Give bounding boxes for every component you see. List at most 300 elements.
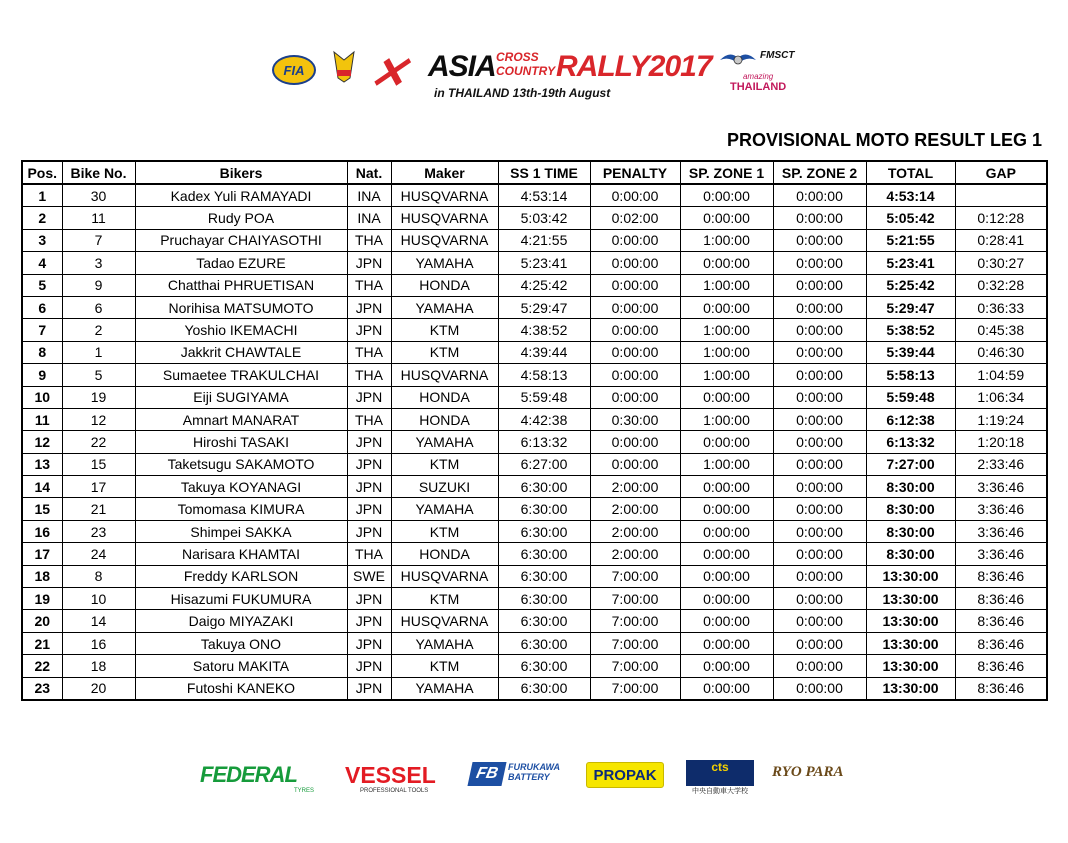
total-time-cell: 5:29:47 <box>866 296 955 318</box>
gap-cell <box>955 184 1047 207</box>
bike-no-cell: 12 <box>62 408 135 430</box>
sp-zone-1-cell: 1:00:00 <box>680 364 773 386</box>
maker-cell: HUSQVARNA <box>391 565 498 587</box>
gap-cell: 3:36:46 <box>955 476 1047 498</box>
pos-cell: 20 <box>22 610 62 632</box>
bike-no-cell: 7 <box>62 229 135 251</box>
ss1-time-cell: 6:30:00 <box>498 655 590 677</box>
sp-zone-2-cell: 0:00:00 <box>773 207 866 229</box>
rally-logo-asia: ASIA <box>428 50 496 83</box>
penalty-cell: 7:00:00 <box>590 677 680 700</box>
maker-cell: YAMAHA <box>391 632 498 654</box>
sp-zone-2-cell: 0:00:00 <box>773 274 866 296</box>
gap-cell: 1:06:34 <box>955 386 1047 408</box>
rider-name-cell: Satoru MAKITA <box>135 655 347 677</box>
gap-cell: 1:04:59 <box>955 364 1047 386</box>
rider-name-cell: Eiji SUGIYAMA <box>135 386 347 408</box>
nationality-cell: JPN <box>347 476 391 498</box>
nationality-cell: JPN <box>347 386 391 408</box>
fmsct-logo-text: FMSCT <box>760 50 795 61</box>
sp-zone-1-cell: 1:00:00 <box>680 408 773 430</box>
sp-zone-1-cell: 0:00:00 <box>680 565 773 587</box>
total-time-cell: 8:30:00 <box>866 498 955 520</box>
sp-zone-2-cell: 0:00:00 <box>773 184 866 207</box>
table-row <box>22 453 1047 475</box>
total-time-cell: 13:30:00 <box>866 632 955 654</box>
maker-cell: HONDA <box>391 274 498 296</box>
ss1-time-cell: 6:30:00 <box>498 632 590 654</box>
sp-zone-2-cell: 0:00:00 <box>773 386 866 408</box>
penalty-cell: 2:00:00 <box>590 476 680 498</box>
pos-cell: 16 <box>22 520 62 542</box>
ss1-time-cell: 4:53:14 <box>498 184 590 207</box>
ss1-time-cell: 4:58:13 <box>498 364 590 386</box>
table-row <box>22 296 1047 318</box>
rider-name-cell: Hisazumi FUKUMURA <box>135 588 347 610</box>
total-time-cell: 6:12:38 <box>866 408 955 430</box>
bike-no-cell: 21 <box>62 498 135 520</box>
col-header-bikers: Bikers <box>135 161 347 184</box>
sp-zone-1-cell: 0:00:00 <box>680 498 773 520</box>
federal-logo-tag: TYRES <box>294 788 315 794</box>
nationality-cell: THA <box>347 229 391 251</box>
total-time-cell: 5:39:44 <box>866 341 955 363</box>
nationality-cell: JPN <box>347 453 391 475</box>
bike-no-cell: 14 <box>62 610 135 632</box>
bike-no-cell: 24 <box>62 543 135 565</box>
table-row <box>22 252 1047 274</box>
ss1-time-cell: 5:29:47 <box>498 296 590 318</box>
rider-name-cell: Hiroshi TASAKI <box>135 431 347 453</box>
cts-logo: cts <box>686 760 754 786</box>
total-time-cell: 13:30:00 <box>866 565 955 587</box>
rally-logo-cross: CROSS COUNTRY <box>496 50 556 78</box>
pos-cell: 2 <box>22 207 62 229</box>
rider-name-cell: Shimpei SAKKA <box>135 520 347 542</box>
ss1-time-cell: 4:42:38 <box>498 408 590 430</box>
maker-cell: YAMAHA <box>391 677 498 700</box>
sp-zone-1-cell: 0:00:00 <box>680 632 773 654</box>
maker-cell: YAMAHA <box>391 431 498 453</box>
pos-cell: 18 <box>22 565 62 587</box>
bike-no-cell: 10 <box>62 588 135 610</box>
pos-cell: 22 <box>22 655 62 677</box>
maker-cell: HONDA <box>391 386 498 408</box>
nationality-cell: JPN <box>347 677 391 700</box>
col-header-bike-no: Bike No. <box>62 161 135 184</box>
amazing-thailand-logo: amazing THAILAND <box>730 72 787 93</box>
nationality-cell: JPN <box>347 319 391 341</box>
rider-name-cell: Futoshi KANEKO <box>135 677 347 700</box>
total-time-cell: 8:30:00 <box>866 476 955 498</box>
propak-logo: PROPAK <box>586 762 664 788</box>
pos-cell: 11 <box>22 408 62 430</box>
ss1-time-cell: 5:59:48 <box>498 386 590 408</box>
penalty-cell: 0:00:00 <box>590 274 680 296</box>
maker-cell: HONDA <box>391 408 498 430</box>
table-row <box>22 520 1047 542</box>
nationality-cell: THA <box>347 543 391 565</box>
nationality-cell: INA <box>347 207 391 229</box>
table-row <box>22 386 1047 408</box>
penalty-cell: 7:00:00 <box>590 655 680 677</box>
penalty-cell: 0:30:00 <box>590 408 680 430</box>
maker-cell: HUSQVARNA <box>391 364 498 386</box>
table-row <box>22 655 1047 677</box>
total-time-cell: 13:30:00 <box>866 655 955 677</box>
sp-zone-2-cell: 0:00:00 <box>773 229 866 251</box>
bike-no-cell: 2 <box>62 319 135 341</box>
maker-cell: KTM <box>391 588 498 610</box>
sp-zone-2-cell: 0:00:00 <box>773 655 866 677</box>
sponsor-strip <box>0 752 1068 812</box>
bike-no-cell: 16 <box>62 632 135 654</box>
ss1-time-cell: 6:30:00 <box>498 543 590 565</box>
bike-no-cell: 11 <box>62 207 135 229</box>
total-time-cell: 5:25:42 <box>866 274 955 296</box>
total-time-cell: 13:30:00 <box>866 677 955 700</box>
rider-name-cell: Daigo MIYAZAKI <box>135 610 347 632</box>
penalty-cell: 0:00:00 <box>590 431 680 453</box>
pos-cell: 4 <box>22 252 62 274</box>
results-body <box>22 184 1047 700</box>
sp-zone-2-cell: 0:00:00 <box>773 498 866 520</box>
rider-name-cell: Takuya ONO <box>135 632 347 654</box>
nationality-cell: JPN <box>347 252 391 274</box>
gap-cell: 0:28:41 <box>955 229 1047 251</box>
sp-zone-2-cell: 0:00:00 <box>773 341 866 363</box>
col-header-ss1-time: SS 1 TIME <box>498 161 590 184</box>
col-header-penalty: PENALTY <box>590 161 680 184</box>
gap-cell: 0:30:27 <box>955 252 1047 274</box>
pos-cell: 14 <box>22 476 62 498</box>
gap-cell: 8:36:46 <box>955 588 1047 610</box>
ss1-time-cell: 6:13:32 <box>498 431 590 453</box>
nationality-cell: JPN <box>347 632 391 654</box>
bike-no-cell: 30 <box>62 184 135 207</box>
col-header-nat: Nat. <box>347 161 391 184</box>
table-row <box>22 274 1047 296</box>
table-row <box>22 184 1047 207</box>
bike-no-cell: 20 <box>62 677 135 700</box>
gap-cell: 2:33:46 <box>955 453 1047 475</box>
sp-zone-1-cell: 1:00:00 <box>680 453 773 475</box>
maker-cell: YAMAHA <box>391 498 498 520</box>
gap-cell: 1:19:24 <box>955 408 1047 430</box>
nationality-cell: JPN <box>347 655 391 677</box>
penalty-cell: 0:02:00 <box>590 207 680 229</box>
penalty-cell: 0:00:00 <box>590 453 680 475</box>
ss1-time-cell: 4:38:52 <box>498 319 590 341</box>
rally-logo-rally: RALLY2017 <box>556 50 712 83</box>
gap-cell: 8:36:46 <box>955 610 1047 632</box>
penalty-cell: 7:00:00 <box>590 565 680 587</box>
sp-zone-1-cell: 0:00:00 <box>680 476 773 498</box>
total-time-cell: 5:38:52 <box>866 319 955 341</box>
ryo-para-logo: RYO PARA <box>772 764 844 780</box>
bike-no-cell: 18 <box>62 655 135 677</box>
event-header <box>0 0 1068 110</box>
table-row <box>22 632 1047 654</box>
sp-zone-1-cell: 0:00:00 <box>680 588 773 610</box>
total-time-cell: 8:30:00 <box>866 520 955 542</box>
nationality-cell: THA <box>347 341 391 363</box>
furukawa-battery-badge: FB <box>467 762 506 786</box>
sp-zone-1-cell: 1:00:00 <box>680 341 773 363</box>
gap-cell: 8:36:46 <box>955 677 1047 700</box>
total-time-cell: 6:13:32 <box>866 431 955 453</box>
total-time-cell: 7:27:00 <box>866 453 955 475</box>
maker-cell: HUSQVARNA <box>391 610 498 632</box>
sp-zone-2-cell: 0:00:00 <box>773 520 866 542</box>
maker-cell: KTM <box>391 341 498 363</box>
bike-no-cell: 19 <box>62 386 135 408</box>
sp-zone-2-cell: 0:00:00 <box>773 453 866 475</box>
sp-zone-2-cell: 0:00:00 <box>773 476 866 498</box>
gap-cell: 0:36:33 <box>955 296 1047 318</box>
nationality-cell: THA <box>347 364 391 386</box>
ss1-time-cell: 5:03:42 <box>498 207 590 229</box>
ss1-time-cell: 4:25:42 <box>498 274 590 296</box>
table-row <box>22 341 1047 363</box>
col-header-total: TOTAL <box>866 161 955 184</box>
total-time-cell: 4:53:14 <box>866 184 955 207</box>
maker-cell: KTM <box>391 453 498 475</box>
rider-name-cell: Chatthai PHRUETISAN <box>135 274 347 296</box>
ss1-time-cell: 6:30:00 <box>498 588 590 610</box>
sp-zone-2-cell: 0:00:00 <box>773 364 866 386</box>
penalty-cell: 7:00:00 <box>590 588 680 610</box>
gap-cell: 0:12:28 <box>955 207 1047 229</box>
rider-name-cell: Takuya KOYANAGI <box>135 476 347 498</box>
vessel-logo-tag: PROFESSIONAL TOOLS <box>360 788 429 794</box>
sp-zone-2-cell: 0:00:00 <box>773 252 866 274</box>
sp-zone-1-cell: 1:00:00 <box>680 229 773 251</box>
pos-cell: 8 <box>22 341 62 363</box>
total-time-cell: 5:23:41 <box>866 252 955 274</box>
col-header-maker: Maker <box>391 161 498 184</box>
table-row <box>22 498 1047 520</box>
nationality-cell: JPN <box>347 431 391 453</box>
rider-name-cell: Tadao EZURE <box>135 252 347 274</box>
rider-name-cell: Sumaetee TRAKULCHAI <box>135 364 347 386</box>
maker-cell: HONDA <box>391 543 498 565</box>
table-row <box>22 408 1047 430</box>
table-row <box>22 476 1047 498</box>
rider-name-cell: Tomomasa KIMURA <box>135 498 347 520</box>
sp-zone-2-cell: 0:00:00 <box>773 543 866 565</box>
total-time-cell: 5:59:48 <box>866 386 955 408</box>
bike-no-cell: 17 <box>62 476 135 498</box>
ss1-time-cell: 6:27:00 <box>498 453 590 475</box>
bike-no-cell: 8 <box>62 565 135 587</box>
result-title: PROVISIONAL MOTO RESULT LEG 1 <box>726 130 1042 150</box>
table-row <box>22 588 1047 610</box>
table-row <box>22 229 1047 251</box>
gap-cell: 1:20:18 <box>955 431 1047 453</box>
maker-cell: KTM <box>391 520 498 542</box>
penalty-cell: 7:00:00 <box>590 610 680 632</box>
ss1-time-cell: 6:30:00 <box>498 520 590 542</box>
penalty-cell: 0:00:00 <box>590 319 680 341</box>
nationality-cell: JPN <box>347 588 391 610</box>
rider-name-cell: Amnart MANARAT <box>135 408 347 430</box>
bike-no-cell: 23 <box>62 520 135 542</box>
ss1-time-cell: 5:23:41 <box>498 252 590 274</box>
sp-zone-1-cell: 0:00:00 <box>680 207 773 229</box>
ss1-time-cell: 6:30:00 <box>498 677 590 700</box>
maker-cell: HUSQVARNA <box>391 207 498 229</box>
maker-cell: YAMAHA <box>391 252 498 274</box>
bike-no-cell: 3 <box>62 252 135 274</box>
bike-no-cell: 15 <box>62 453 135 475</box>
total-time-cell: 5:21:55 <box>866 229 955 251</box>
pos-cell: 12 <box>22 431 62 453</box>
gap-cell: 3:36:46 <box>955 520 1047 542</box>
gap-cell: 0:46:30 <box>955 341 1047 363</box>
penalty-cell: 0:00:00 <box>590 252 680 274</box>
sp-zone-1-cell: 1:00:00 <box>680 319 773 341</box>
rider-name-cell: Jakkrit CHAWTALE <box>135 341 347 363</box>
nationality-cell: THA <box>347 408 391 430</box>
gap-cell: 3:36:46 <box>955 498 1047 520</box>
bike-no-cell: 1 <box>62 341 135 363</box>
sp-zone-1-cell: 0:00:00 <box>680 520 773 542</box>
penalty-cell: 0:00:00 <box>590 386 680 408</box>
furukawa-battery-text: FURUKAWA BATTERY <box>508 762 560 782</box>
sp-zone-2-cell: 0:00:00 <box>773 610 866 632</box>
total-time-cell: 5:05:42 <box>866 207 955 229</box>
sp-zone-2-cell: 0:00:00 <box>773 408 866 430</box>
col-header-pos: Pos. <box>22 161 62 184</box>
sp-zone-1-cell: 0:00:00 <box>680 431 773 453</box>
ss1-time-cell: 4:39:44 <box>498 341 590 363</box>
penalty-cell: 2:00:00 <box>590 543 680 565</box>
pos-cell: 10 <box>22 386 62 408</box>
ss1-time-cell: 6:30:00 <box>498 476 590 498</box>
nationality-cell: THA <box>347 274 391 296</box>
fmsct-wings-icon <box>718 50 758 70</box>
maker-cell: KTM <box>391 655 498 677</box>
col-header-sp-zone-1: SP. ZONE 1 <box>680 161 773 184</box>
pos-cell: 1 <box>22 184 62 207</box>
federal-logo: FEDERAL <box>200 762 297 787</box>
maker-cell: SUZUKI <box>391 476 498 498</box>
total-time-cell: 8:30:00 <box>866 543 955 565</box>
rider-name-cell: Yoshio IKEMACHI <box>135 319 347 341</box>
sp-zone-1-cell: 1:00:00 <box>680 274 773 296</box>
ss1-time-cell: 6:30:00 <box>498 610 590 632</box>
table-row <box>22 319 1047 341</box>
rally-x-mark: ✕ <box>364 49 413 98</box>
penalty-cell: 7:00:00 <box>590 632 680 654</box>
gap-cell: 0:32:28 <box>955 274 1047 296</box>
penalty-cell: 2:00:00 <box>590 520 680 542</box>
sp-zone-2-cell: 0:00:00 <box>773 677 866 700</box>
pos-cell: 9 <box>22 364 62 386</box>
penalty-cell: 0:00:00 <box>590 296 680 318</box>
rider-name-cell: Norihisa MATSUMOTO <box>135 296 347 318</box>
bike-no-cell: 6 <box>62 296 135 318</box>
table-row <box>22 431 1047 453</box>
penalty-cell: 0:00:00 <box>590 229 680 251</box>
gap-cell: 0:45:38 <box>955 319 1047 341</box>
sp-zone-1-cell: 0:00:00 <box>680 252 773 274</box>
ss1-time-cell: 6:30:00 <box>498 565 590 587</box>
sp-zone-1-cell: 0:00:00 <box>680 677 773 700</box>
table-header-row <box>22 161 1047 184</box>
pos-cell: 15 <box>22 498 62 520</box>
sp-zone-2-cell: 0:00:00 <box>773 296 866 318</box>
rider-name-cell: Kadex Yuli RAMAYADI <box>135 184 347 207</box>
sp-zone-1-cell: 0:00:00 <box>680 655 773 677</box>
penalty-cell: 0:00:00 <box>590 364 680 386</box>
table-row <box>22 565 1047 587</box>
col-header-gap: GAP <box>955 161 1047 184</box>
nationality-cell: INA <box>347 184 391 207</box>
pos-cell: 17 <box>22 543 62 565</box>
pos-cell: 5 <box>22 274 62 296</box>
table-row <box>22 677 1047 700</box>
maker-cell: YAMAHA <box>391 296 498 318</box>
gap-cell: 8:36:46 <box>955 565 1047 587</box>
sp-zone-2-cell: 0:00:00 <box>773 565 866 587</box>
rider-name-cell: Freddy KARLSON <box>135 565 347 587</box>
total-time-cell: 13:30:00 <box>866 610 955 632</box>
gap-cell: 8:36:46 <box>955 632 1047 654</box>
bike-no-cell: 9 <box>62 274 135 296</box>
table-row <box>22 543 1047 565</box>
rally-logo-subtitle: in THAILAND 13th-19th August <box>434 86 611 100</box>
total-time-cell: 13:30:00 <box>866 588 955 610</box>
results-table <box>21 160 1048 701</box>
sp-zone-1-cell: 0:00:00 <box>680 610 773 632</box>
bike-no-cell: 22 <box>62 431 135 453</box>
ss1-time-cell: 6:30:00 <box>498 498 590 520</box>
nationality-cell: JPN <box>347 296 391 318</box>
ss1-time-cell: 4:21:55 <box>498 229 590 251</box>
col-header-sp-zone-2: SP. ZONE 2 <box>773 161 866 184</box>
sp-zone-2-cell: 0:00:00 <box>773 632 866 654</box>
gap-cell: 8:36:46 <box>955 655 1047 677</box>
rider-name-cell: Taketsugu SAKAMOTO <box>135 453 347 475</box>
sp-zone-1-cell: 0:00:00 <box>680 296 773 318</box>
gap-cell: 3:36:46 <box>955 543 1047 565</box>
asia-cross-country-rally-logo <box>364 40 712 110</box>
pos-cell: 7 <box>22 319 62 341</box>
table-row <box>22 207 1047 229</box>
table-row <box>22 610 1047 632</box>
moto-association-emblem <box>330 48 358 84</box>
cts-logo-subtitle: 中央自動車大学校 <box>692 788 748 795</box>
maker-cell: HUSQVARNA <box>391 229 498 251</box>
nationality-cell: JPN <box>347 520 391 542</box>
sp-zone-2-cell: 0:00:00 <box>773 588 866 610</box>
nationality-cell: SWE <box>347 565 391 587</box>
pos-cell: 23 <box>22 677 62 700</box>
penalty-cell: 0:00:00 <box>590 341 680 363</box>
nationality-cell: JPN <box>347 498 391 520</box>
sp-zone-1-cell: 0:00:00 <box>680 386 773 408</box>
table-row <box>22 364 1047 386</box>
fia-logo: FIA <box>272 55 316 85</box>
penalty-cell: 0:00:00 <box>590 184 680 207</box>
penalty-cell: 2:00:00 <box>590 498 680 520</box>
pos-cell: 6 <box>22 296 62 318</box>
rider-name-cell: Rudy POA <box>135 207 347 229</box>
maker-cell: HUSQVARNA <box>391 184 498 207</box>
nationality-cell: JPN <box>347 610 391 632</box>
